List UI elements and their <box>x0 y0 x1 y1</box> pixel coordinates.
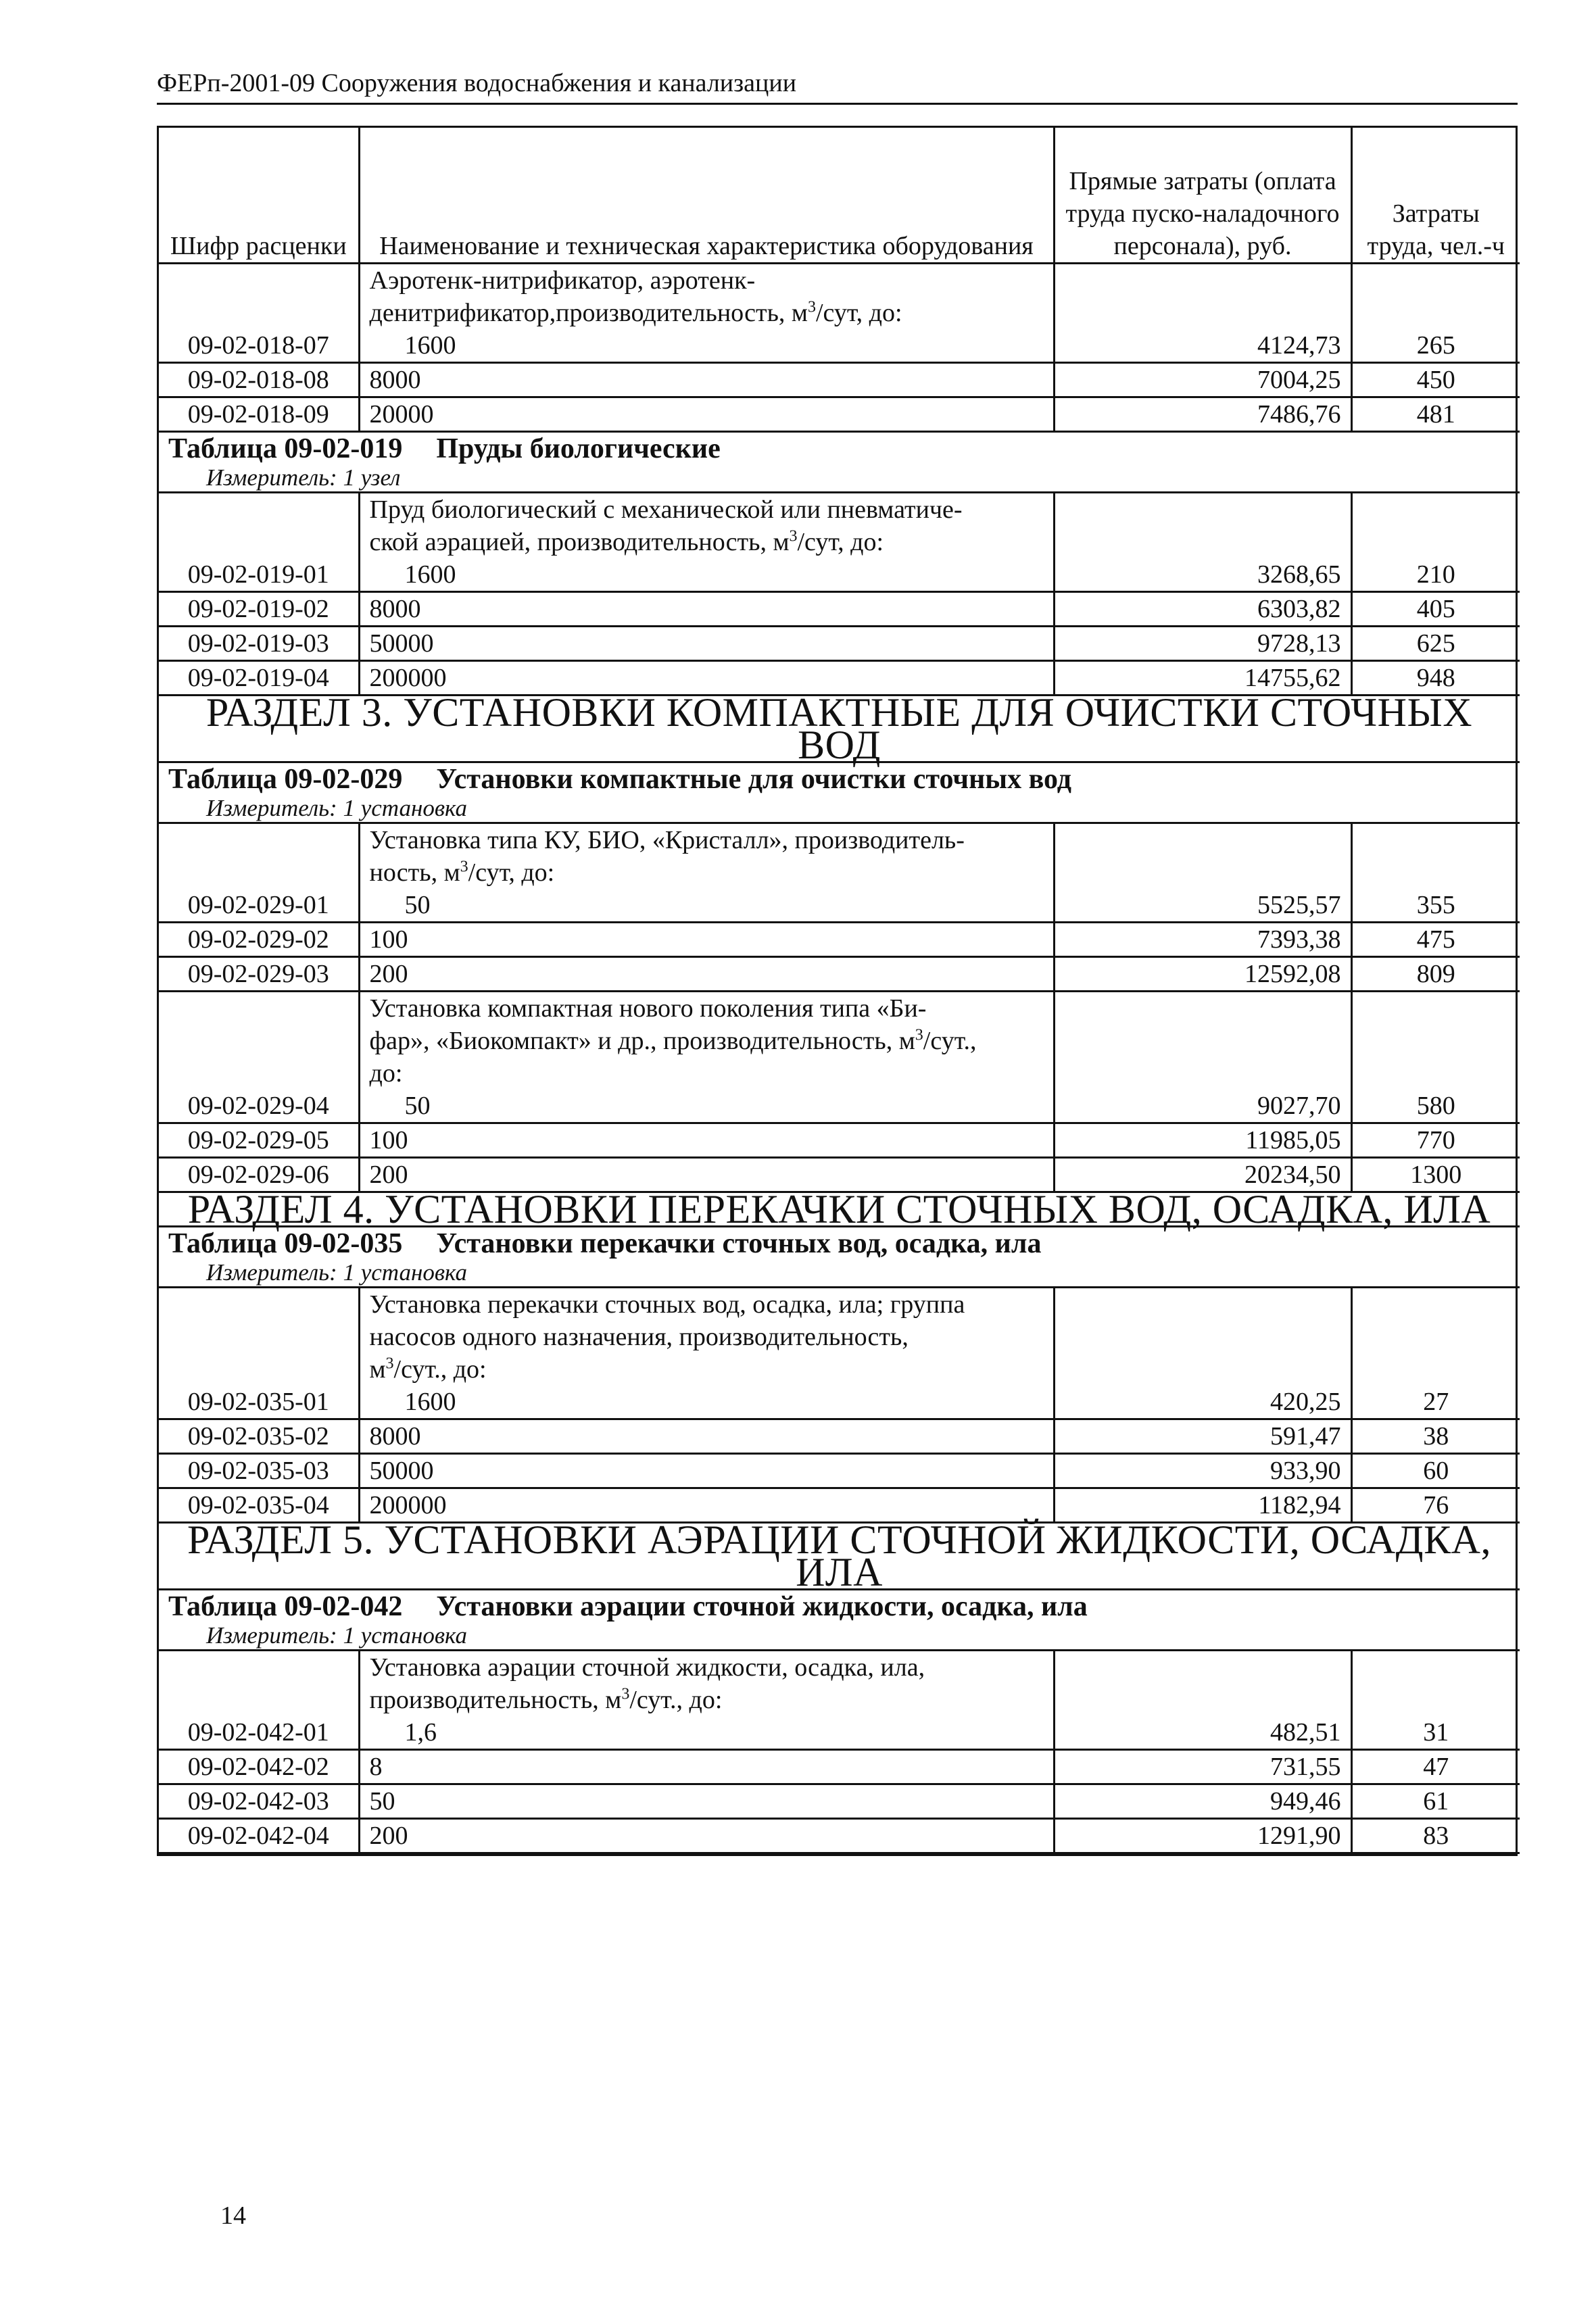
table-row <box>159 626 1520 660</box>
desc-line: до: <box>369 1058 403 1088</box>
cost-value: 933,90 <box>1054 1453 1351 1488</box>
rate-code: 09-02-035-02 <box>159 1419 359 1453</box>
table-row <box>159 823 1520 922</box>
item-description <box>359 1650 1054 1749</box>
item-param: 20000 <box>359 397 1054 431</box>
rate-code: 09-02-019-03 <box>159 626 359 660</box>
desc-text: /сут, до: <box>815 298 902 327</box>
item-description <box>359 1287 1054 1419</box>
desc-line: Установка типа КУ, БИО, «Кристалл», производитель- <box>369 825 965 854</box>
table-number: Таблица 09-02-042 <box>168 1590 403 1622</box>
cost-value: 7004,25 <box>1054 362 1351 397</box>
desc-line: ской аэрацией, производительность, $м^3$/сут, до: <box>369 527 884 556</box>
col-header-labor: Затраты труда, чел.-ч <box>1351 128 1520 263</box>
cost-value: 1291,90 <box>1054 1818 1351 1853</box>
desc-line: Установка перекачки сточных вод, осадка, ила; группа <box>369 1290 965 1319</box>
rate-code: 09-02-029-06 <box>159 1157 359 1192</box>
desc-line: $м^3$/сут., до: <box>369 1354 487 1384</box>
table-name: Установки аэрации сточной жидкости, осадка, ила <box>436 1590 1088 1622</box>
item-param: 200000 <box>359 660 1054 695</box>
item-param: 8 <box>359 1749 1054 1784</box>
table-row <box>159 1749 1520 1784</box>
table-title-row <box>159 1226 1520 1287</box>
labor-value: 31 <box>1351 1650 1520 1749</box>
desc-text: /сут., до: <box>393 1355 487 1384</box>
desc-text: /сут, до: <box>797 527 884 556</box>
labor-value: 210 <box>1351 492 1520 591</box>
table-row <box>159 1650 1520 1749</box>
section-heading: РАЗДЕЛ 3. УСТАНОВКИ КОМПАКТНЫЕ ДЛЯ ОЧИСТКИ СТОЧНЫХ ВОД <box>159 695 1520 762</box>
table-row <box>159 263 1520 362</box>
labor-value: 475 <box>1351 922 1520 956</box>
desc-text: фар», «Биокомпакт» и др., производительность, м <box>369 1026 915 1055</box>
rate-code: 09-02-029-05 <box>159 1123 359 1157</box>
table-row <box>159 492 1520 591</box>
labor-value: 1300 <box>1351 1157 1520 1192</box>
table-header-row <box>159 128 1520 263</box>
rate-code: 09-02-035-01 <box>159 1287 359 1419</box>
rate-code: 09-02-042-01 <box>159 1650 359 1749</box>
table-title <box>159 1589 1520 1650</box>
item-param: 50 <box>404 1091 431 1120</box>
table-row <box>159 397 1520 431</box>
cost-value: 1182,94 <box>1054 1488 1351 1522</box>
labor-value: 809 <box>1351 956 1520 991</box>
item-param: 50000 <box>359 1453 1054 1488</box>
section-row <box>159 695 1520 762</box>
table-number: Таблица 09-02-035 <box>168 1227 403 1259</box>
table-row <box>159 1287 1520 1419</box>
col-header-name: Наименование и техническая характеристика оборудования <box>359 128 1054 263</box>
desc-line: денитрификатор,производительность, $м^3$/сут, до: <box>369 297 902 327</box>
item-param: 8000 <box>359 1419 1054 1453</box>
cost-value: 7486,76 <box>1054 397 1351 431</box>
labor-value: 27 <box>1351 1287 1520 1419</box>
labor-value: 47 <box>1351 1749 1520 1784</box>
cost-value: 9728,13 <box>1054 626 1351 660</box>
desc-text: м <box>369 1355 386 1384</box>
cost-value: 20234,50 <box>1054 1157 1351 1192</box>
item-param: 50 <box>359 1784 1054 1818</box>
rate-code: 09-02-029-03 <box>159 956 359 991</box>
table-title <box>159 1226 1520 1287</box>
item-param: 200 <box>359 1818 1054 1853</box>
labor-value: 61 <box>1351 1784 1520 1818</box>
rate-code: 09-02-018-08 <box>159 362 359 397</box>
desc-line: Пруд биологический с механической или пневматиче- <box>369 495 963 524</box>
item-param: 1,6 <box>404 1717 437 1747</box>
table-title <box>159 431 1520 492</box>
desc-line: ность, $м^3$/сут, до: <box>369 857 555 887</box>
item-param: 200 <box>359 1157 1054 1192</box>
table-row <box>159 956 1520 991</box>
item-param: 100 <box>359 1123 1054 1157</box>
desc-line: Аэротенк-нитрификатор, аэротенк- <box>369 266 756 295</box>
desc-line: производительность, $м^3$/сут., до: <box>369 1684 723 1714</box>
rate-code: 09-02-035-03 <box>159 1453 359 1488</box>
table-row <box>159 991 1520 1123</box>
measure-unit: Измеритель: 1 установка <box>206 1259 468 1286</box>
desc-line: Установка аэрации сточной жидкости, осадка, ила, <box>369 1653 925 1682</box>
cost-value: 949,46 <box>1054 1784 1351 1818</box>
item-param: 1600 <box>404 1387 456 1416</box>
section-heading: РАЗДЕЛ 4. УСТАНОВКИ ПЕРЕКАЧКИ СТОЧНЫХ ВОД, ОСАДКА, ИЛА <box>159 1192 1520 1226</box>
desc-text: ность, м <box>369 858 460 887</box>
labor-value: 60 <box>1351 1453 1520 1488</box>
labor-value: 580 <box>1351 991 1520 1123</box>
desc-line: насосов одного назначения, производительность, <box>369 1322 909 1351</box>
item-param: 50 <box>404 890 431 919</box>
cost-value: 14755,62 <box>1054 660 1351 695</box>
cost-value: 731,55 <box>1054 1749 1351 1784</box>
desc-text: ской аэрацией, производительность, м <box>369 527 790 556</box>
rate-code: 09-02-042-04 <box>159 1818 359 1853</box>
item-param: 8000 <box>359 362 1054 397</box>
table-name: Пруды биологические <box>436 433 721 464</box>
item-param: 50000 <box>359 626 1054 660</box>
labor-value: 76 <box>1351 1488 1520 1522</box>
table-number: Таблица 09-02-029 <box>168 763 403 795</box>
labor-value: 481 <box>1351 397 1520 431</box>
item-description <box>359 823 1054 922</box>
cost-value: 11985,05 <box>1054 1123 1351 1157</box>
rate-code: 09-02-029-01 <box>159 823 359 922</box>
cost-value: 12592,08 <box>1054 956 1351 991</box>
labor-value: 83 <box>1351 1818 1520 1853</box>
measure-unit: Измеритель: 1 установка <box>206 1622 468 1649</box>
table-name: Установки перекачки сточных вод, осадка, ила <box>436 1227 1042 1259</box>
rate-code: 09-02-019-01 <box>159 492 359 591</box>
table-row <box>159 1123 1520 1157</box>
table-number: Таблица 09-02-019 <box>168 433 403 464</box>
table-row <box>159 922 1520 956</box>
desc-line: Установка компактная нового поколения типа «Би- <box>369 994 927 1023</box>
desc-text: /сут., <box>923 1026 977 1055</box>
rate-code: 09-02-029-04 <box>159 991 359 1123</box>
rate-code: 09-02-042-03 <box>159 1784 359 1818</box>
cost-value: 7393,38 <box>1054 922 1351 956</box>
section-row <box>159 1192 1520 1226</box>
rate-code: 09-02-035-04 <box>159 1488 359 1522</box>
rates-table <box>159 128 1520 1854</box>
table-title <box>159 762 1520 823</box>
item-param: 1600 <box>404 560 456 589</box>
section-row <box>159 1522 1520 1589</box>
desc-line: фар», «Биокомпакт» и др., производительность, $м^3$/сут., <box>369 1025 977 1055</box>
item-description <box>359 263 1054 362</box>
item-param: 1600 <box>404 331 456 360</box>
measure-unit: Измеритель: 1 установка <box>206 794 468 821</box>
cost-value: 3268,65 <box>1054 492 1351 591</box>
item-param: 200 <box>359 956 1054 991</box>
page-number: 14 <box>220 2201 246 2230</box>
table-row <box>159 1818 1520 1853</box>
item-param: 200000 <box>359 1488 1054 1522</box>
rate-code: 09-02-019-02 <box>159 591 359 626</box>
table-row <box>159 591 1520 626</box>
labor-value: 450 <box>1351 362 1520 397</box>
desc-text: денитрификатор,производительность, м <box>369 298 808 327</box>
desc-text: производительность, м <box>369 1685 622 1714</box>
labor-value: 355 <box>1351 823 1520 922</box>
cost-value: 9027,70 <box>1054 991 1351 1123</box>
measure-unit: Измеритель: 1 узел <box>206 464 401 491</box>
item-param: 8000 <box>359 591 1054 626</box>
table-row <box>159 362 1520 397</box>
cost-value: 6303,82 <box>1054 591 1351 626</box>
page-header: ФЕРп-2001-09 Сооружения водоснабжения и канализации <box>157 69 797 97</box>
cost-value: 4124,73 <box>1054 263 1351 362</box>
table-title-row <box>159 431 1520 492</box>
rate-code: 09-02-018-09 <box>159 397 359 431</box>
rates-sheet <box>157 126 1518 1856</box>
labor-value: 770 <box>1351 1123 1520 1157</box>
labor-value: 265 <box>1351 263 1520 362</box>
item-description <box>359 991 1054 1123</box>
desc-text: /сут, до: <box>468 858 555 887</box>
labor-value: 625 <box>1351 626 1520 660</box>
table-name: Установки компактные для очистки сточных вод <box>436 763 1072 795</box>
col-header-code: Шифр расценки <box>159 128 359 263</box>
rate-code: 09-02-019-04 <box>159 660 359 695</box>
table-row <box>159 1419 1520 1453</box>
table-title-row <box>159 1589 1520 1650</box>
table-row <box>159 1453 1520 1488</box>
cost-value: 591,47 <box>1054 1419 1351 1453</box>
cost-value: 420,25 <box>1054 1287 1351 1419</box>
desc-text: /сут., до: <box>629 1685 723 1714</box>
rate-code: 09-02-029-02 <box>159 922 359 956</box>
labor-value: 948 <box>1351 660 1520 695</box>
col-header-cost: Прямые затраты (оплата труда пуско-наладочного персонала), руб. <box>1054 128 1351 263</box>
cost-value: 482,51 <box>1054 1650 1351 1749</box>
item-param: 100 <box>359 922 1054 956</box>
table-row <box>159 1784 1520 1818</box>
section-heading: РАЗДЕЛ 5. УСТАНОВКИ АЭРАЦИИ СТОЧНОЙ ЖИДКОСТИ, ОСАДКА, ИЛА <box>159 1522 1520 1589</box>
rate-code: 09-02-018-07 <box>159 263 359 362</box>
cost-value: 5525,57 <box>1054 823 1351 922</box>
labor-value: 405 <box>1351 591 1520 626</box>
header-rule <box>157 103 1518 105</box>
labor-value: 38 <box>1351 1419 1520 1453</box>
item-description <box>359 492 1054 591</box>
table-title-row <box>159 762 1520 823</box>
rate-code: 09-02-042-02 <box>159 1749 359 1784</box>
